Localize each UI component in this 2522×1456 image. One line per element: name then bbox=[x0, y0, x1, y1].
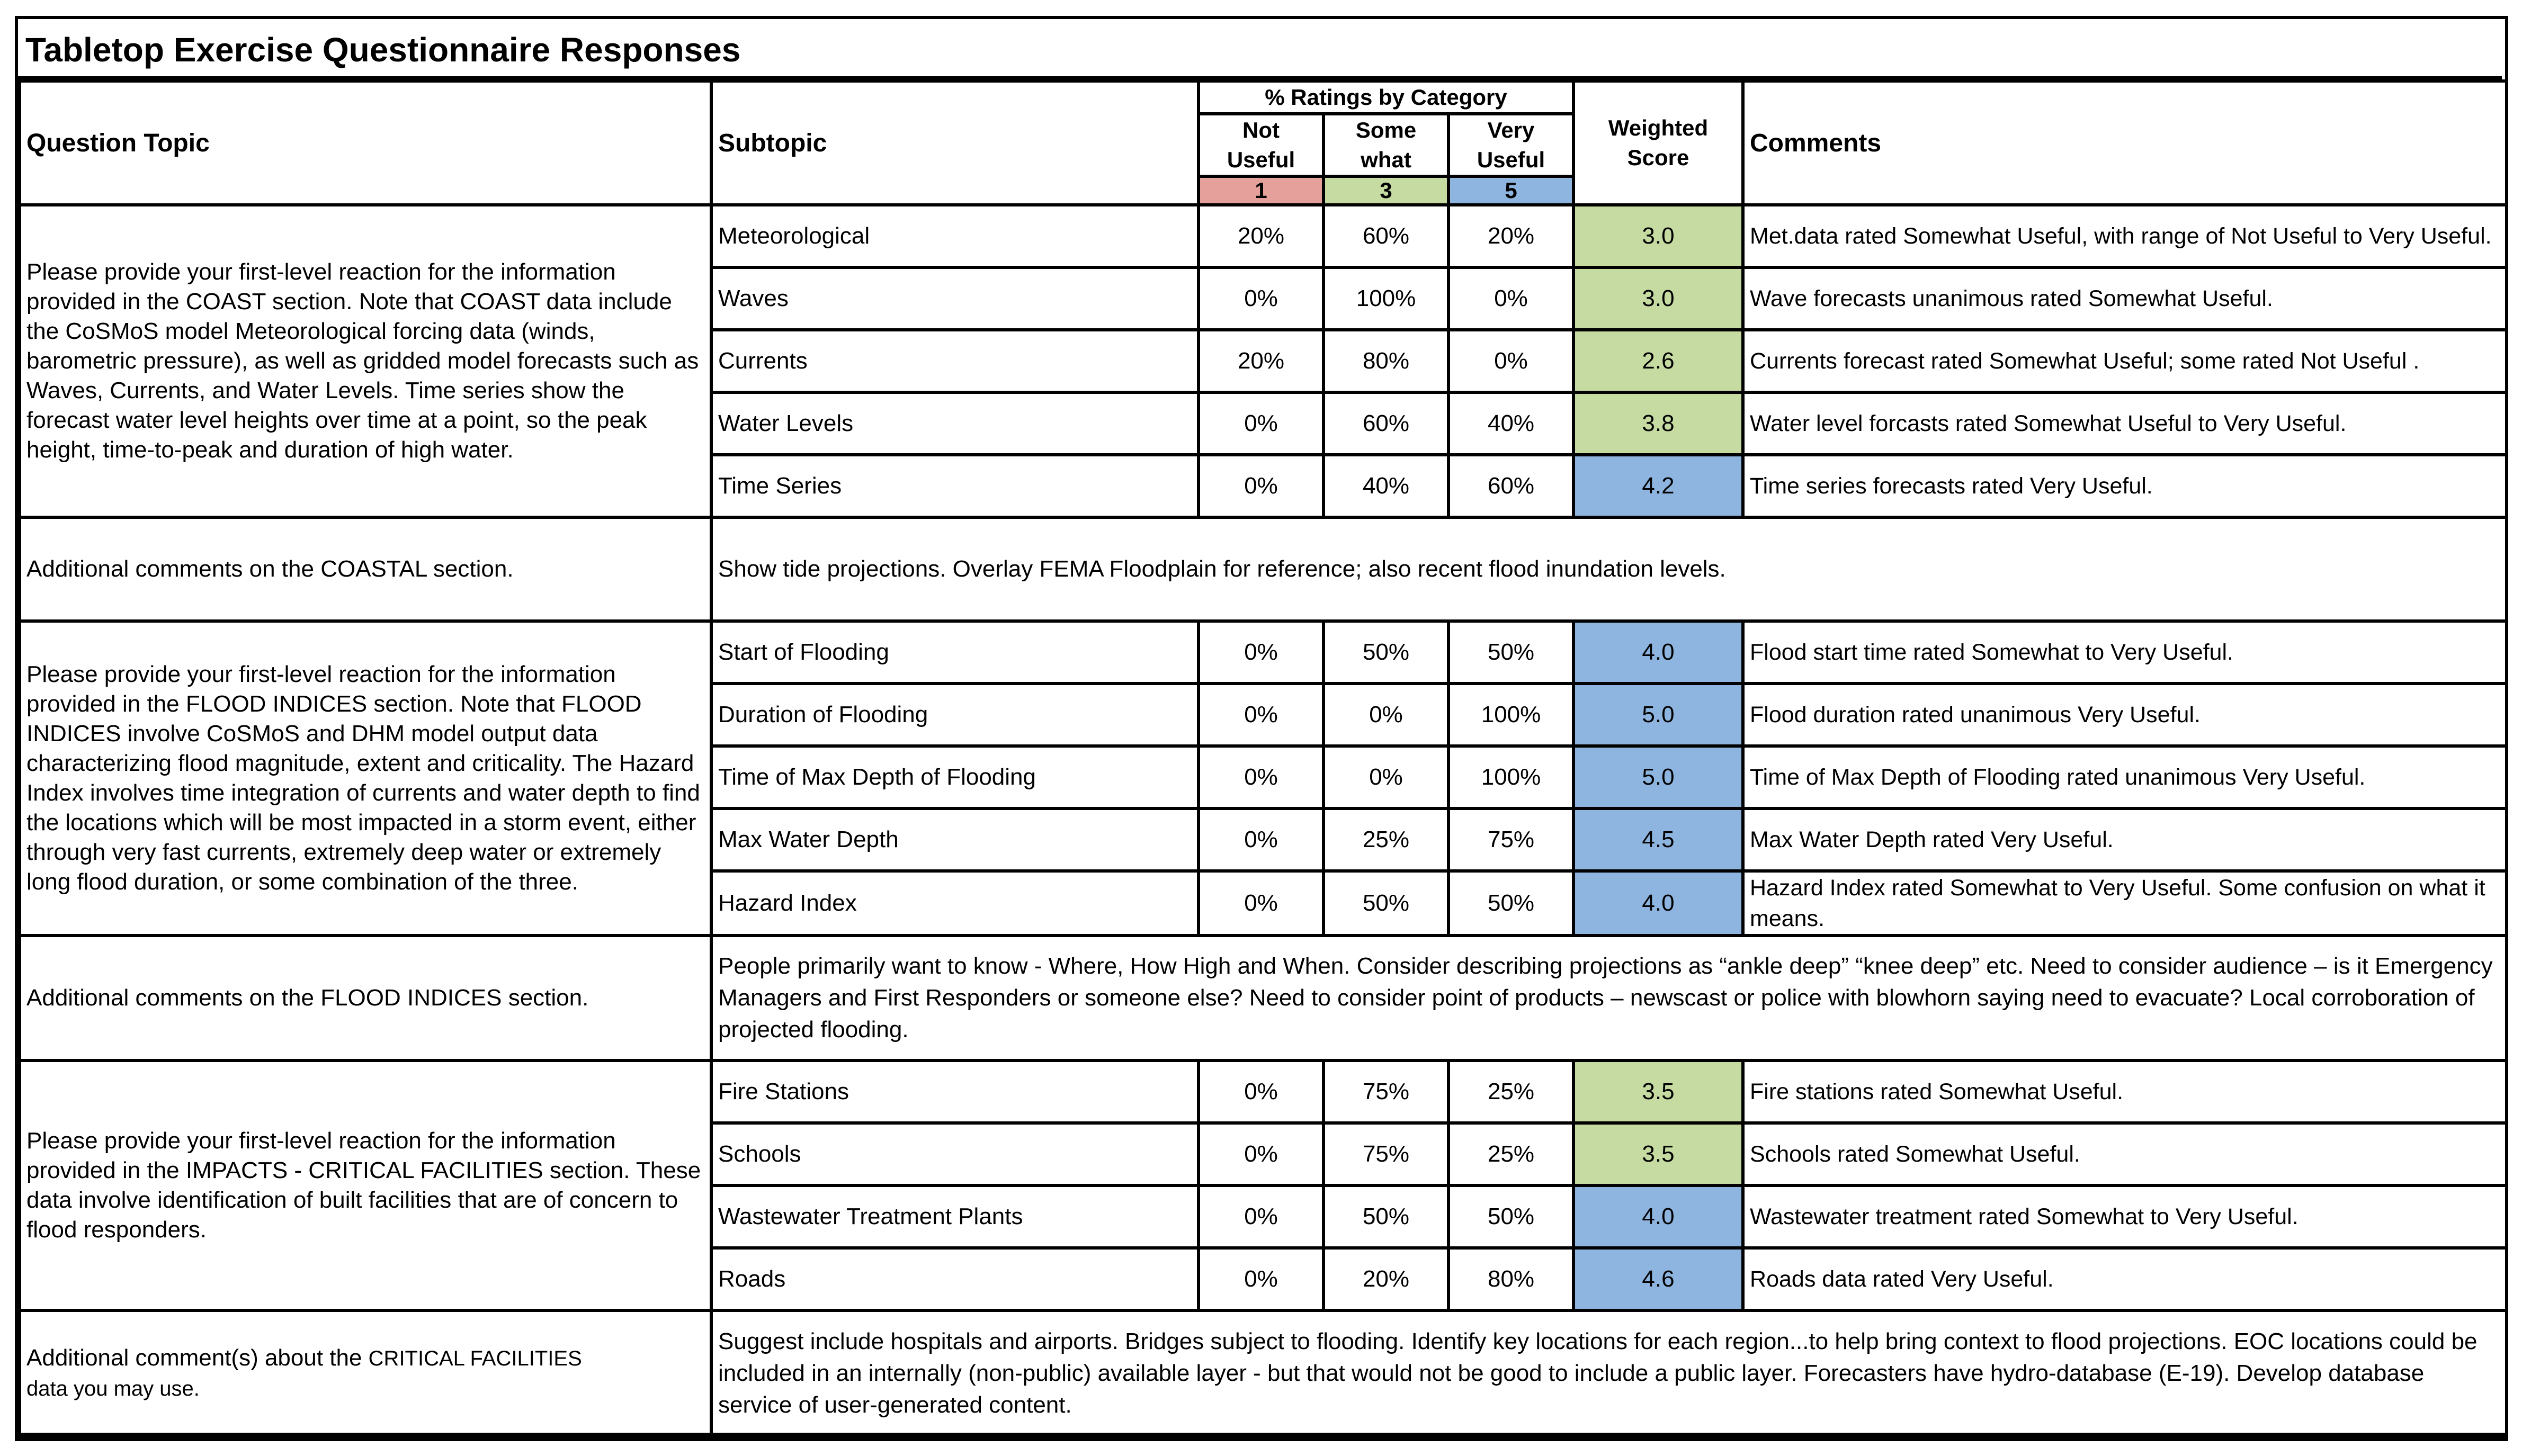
weighted-score: 5.0 bbox=[1573, 746, 1743, 808]
pct-not-useful: 20% bbox=[1199, 205, 1323, 267]
additional-label-coastal: Additional comments on the COASTAL section. bbox=[20, 517, 711, 621]
pct-somewhat: 60% bbox=[1323, 205, 1448, 267]
header-very-useful-line1: Very bbox=[1487, 118, 1535, 142]
subtopic-cell: Wastewater Treatment Plants bbox=[711, 1185, 1199, 1248]
weighted-score: 4.5 bbox=[1573, 808, 1743, 871]
subtopic-cell: Waves bbox=[711, 267, 1199, 330]
pct-somewhat: 40% bbox=[1323, 455, 1448, 517]
subtopic-cell: Schools bbox=[711, 1123, 1199, 1185]
section-topic-critical-facilities: Please provide your first-level reaction for the information provided in the IMPACTS - CRITICAL FACILITIES section. These data involve identification of built facilities that are of concern to flood responders. bbox=[20, 1060, 711, 1310]
rating-value-not-useful: 1 bbox=[1199, 176, 1323, 205]
header-weighted-line2: Score bbox=[1627, 145, 1689, 170]
pct-very-useful: 0% bbox=[1448, 267, 1573, 330]
subtopic-cell: Max Water Depth bbox=[711, 808, 1199, 871]
weighted-score: 4.0 bbox=[1573, 621, 1743, 684]
header-somewhat bbox=[1323, 114, 1448, 176]
pct-not-useful: 0% bbox=[1199, 746, 1323, 808]
additional-label-part-b: CRITICAL FACILITIES bbox=[368, 1347, 582, 1370]
header-very-useful bbox=[1448, 114, 1573, 176]
weighted-score: 3.0 bbox=[1573, 267, 1743, 330]
pct-not-useful: 0% bbox=[1199, 808, 1323, 871]
pct-not-useful: 0% bbox=[1199, 871, 1323, 936]
header-not-useful-line1: Not bbox=[1242, 118, 1280, 142]
comment-cell: Wastewater treatment rated Somewhat to Very Useful. bbox=[1743, 1185, 2507, 1248]
pct-somewhat: 50% bbox=[1323, 871, 1448, 936]
pct-very-useful: 25% bbox=[1448, 1123, 1573, 1185]
comment-cell: Wave forecasts unanimous rated Somewhat Useful. bbox=[1743, 267, 2507, 330]
comment-cell: Currents forecast rated Somewhat Useful; some rated Not Useful . bbox=[1743, 330, 2507, 392]
header-not-useful bbox=[1199, 114, 1323, 176]
weighted-score: 5.0 bbox=[1573, 684, 1743, 746]
subtopic-cell: Roads bbox=[711, 1248, 1199, 1310]
subtopic-cell: Start of Flooding bbox=[711, 621, 1199, 684]
table-row bbox=[20, 205, 2507, 267]
additional-comments-coastal: Show tide projections. Overlay FEMA Floodplain for reference; also recent flood inundation levels. bbox=[711, 517, 2507, 621]
pct-somewhat: 100% bbox=[1323, 267, 1448, 330]
header-somewhat-line2: what bbox=[1361, 147, 1411, 172]
subtopic-cell: Fire Stations bbox=[711, 1060, 1199, 1123]
weighted-score: 4.6 bbox=[1573, 1248, 1743, 1310]
pct-somewhat: 20% bbox=[1323, 1248, 1448, 1310]
rating-value-somewhat: 3 bbox=[1323, 176, 1448, 205]
weighted-score: 3.5 bbox=[1573, 1123, 1743, 1185]
table-row bbox=[20, 1310, 2507, 1436]
header-somewhat-line1: Some bbox=[1355, 118, 1417, 142]
pct-not-useful: 0% bbox=[1199, 684, 1323, 746]
additional-label-critical-facilities bbox=[20, 1310, 711, 1436]
comment-cell: Time of Max Depth of Flooding rated unanimous Very Useful. bbox=[1743, 746, 2507, 808]
comment-cell: Water level forcasts rated Somewhat Useful to Very Useful. bbox=[1743, 392, 2507, 455]
rating-value-very-useful: 5 bbox=[1448, 176, 1573, 205]
pct-not-useful: 0% bbox=[1199, 1185, 1323, 1248]
comment-cell: Time series forecasts rated Very Useful. bbox=[1743, 455, 2507, 517]
weighted-score: 3.0 bbox=[1573, 205, 1743, 267]
pct-not-useful: 0% bbox=[1199, 392, 1323, 455]
header-not-useful-line2: Useful bbox=[1227, 147, 1295, 172]
subtopic-cell: Currents bbox=[711, 330, 1199, 392]
comment-cell: Fire stations rated Somewhat Useful. bbox=[1743, 1060, 2507, 1123]
pct-very-useful: 0% bbox=[1448, 330, 1573, 392]
weighted-score: 4.0 bbox=[1573, 1185, 1743, 1248]
additional-label-part-a: Additional comment(s) about the bbox=[26, 1345, 369, 1371]
weighted-score: 4.2 bbox=[1573, 455, 1743, 517]
additional-label-part-c: data you may use. bbox=[26, 1377, 200, 1400]
table-row bbox=[20, 1060, 2507, 1123]
pct-somewhat: 0% bbox=[1323, 684, 1448, 746]
comment-cell: Schools rated Somewhat Useful. bbox=[1743, 1123, 2507, 1185]
pct-very-useful: 75% bbox=[1448, 808, 1573, 871]
subtopic-cell: Water Levels bbox=[711, 392, 1199, 455]
table-row bbox=[20, 517, 2507, 621]
header-comments: Comments bbox=[1743, 81, 2507, 205]
comment-cell: Hazard Index rated Somewhat to Very Useful. Some confusion on what it means. bbox=[1743, 871, 2507, 936]
pct-somewhat: 0% bbox=[1323, 746, 1448, 808]
header-weighted-line1: Weighted bbox=[1608, 115, 1709, 140]
pct-not-useful: 0% bbox=[1199, 1060, 1323, 1123]
pct-not-useful: 0% bbox=[1199, 455, 1323, 517]
pct-not-useful: 0% bbox=[1199, 621, 1323, 684]
table-row bbox=[20, 621, 2507, 684]
weighted-score: 2.6 bbox=[1573, 330, 1743, 392]
subtopic-cell: Duration of Flooding bbox=[711, 684, 1199, 746]
pct-very-useful: 100% bbox=[1448, 684, 1573, 746]
header-question-topic: Question Topic bbox=[20, 81, 711, 205]
weighted-score: 3.8 bbox=[1573, 392, 1743, 455]
pct-very-useful: 20% bbox=[1448, 205, 1573, 267]
subtopic-cell: Time of Max Depth of Flooding bbox=[711, 746, 1199, 808]
comment-cell: Met.data rated Somewhat Useful, with range of Not Useful to Very Useful. bbox=[1743, 205, 2507, 267]
header-ratings-group: % Ratings by Category bbox=[1199, 81, 1573, 114]
section-topic-coast: Please provide your first-level reaction for the information provided in the COAST section. Note that COAST data include the CoSMoS model Meteorological forcing data (winds, barometric pressure), as well as gridded model forecasts such as Waves, Currents, and Water Levels. Time series show the forecast water level heights over time at a point, so the peak height, time-to-peak and duration of high water. bbox=[20, 205, 711, 517]
header-subtopic: Subtopic bbox=[711, 81, 1199, 205]
comment-cell: Flood start time rated Somewhat to Very Useful. bbox=[1743, 621, 2507, 684]
weighted-score: 4.0 bbox=[1573, 871, 1743, 936]
pct-somewhat: 80% bbox=[1323, 330, 1448, 392]
pct-very-useful: 40% bbox=[1448, 392, 1573, 455]
additional-label-flood-indices: Additional comments on the FLOOD INDICES section. bbox=[20, 936, 711, 1060]
page-title: Tabletop Exercise Questionnaire Responses bbox=[18, 20, 2502, 79]
subtopic-cell: Meteorological bbox=[711, 205, 1199, 267]
pct-very-useful: 80% bbox=[1448, 1248, 1573, 1310]
pct-somewhat: 50% bbox=[1323, 621, 1448, 684]
pct-not-useful: 0% bbox=[1199, 267, 1323, 330]
section-topic-flood-indices: Please provide your first-level reaction for the information provided in the FLOOD INDICES section. Note that FLOOD INDICES involve CoSMoS and DHM model output data characterizing flood magnitude, extent and criticality. The Hazard Index involves time integration of currents and water depth to find the locations which will be most impacted in a storm event, either through very fast currents, extremely deep water or extremely long flood duration, or some combination of the three. bbox=[20, 621, 711, 936]
pct-very-useful: 50% bbox=[1448, 871, 1573, 936]
additional-comments-flood-indices: People primarily want to know - Where, How High and When. Consider describing projections as “ankle deep” “knee deep” etc. Need to consider audience – is it Emergency Managers and First Responders or someone else? Need to consider point of products – newscast or police with blowhorn saying need to evacuate? Local corroboration of projected flooding. bbox=[711, 936, 2507, 1060]
comment-cell: Roads data rated Very Useful. bbox=[1743, 1248, 2507, 1310]
header-weighted-score bbox=[1573, 81, 1743, 205]
pct-very-useful: 50% bbox=[1448, 621, 1573, 684]
pct-very-useful: 60% bbox=[1448, 455, 1573, 517]
pct-somewhat: 50% bbox=[1323, 1185, 1448, 1248]
pct-somewhat: 75% bbox=[1323, 1123, 1448, 1185]
pct-somewhat: 75% bbox=[1323, 1060, 1448, 1123]
pct-somewhat: 60% bbox=[1323, 392, 1448, 455]
pct-very-useful: 25% bbox=[1448, 1060, 1573, 1123]
subtopic-cell: Time Series bbox=[711, 455, 1199, 517]
additional-comments-critical-facilities: Suggest include hospitals and airports. Bridges subject to flooding. Identify key locations for each region...to help bring context to flood projections. EOC locations could be included in an internally (non-public) available layer - but that would not be good to include a public layer. Forecasters have hydro-database (E-19). Develop database service of user-generated content. bbox=[711, 1310, 2507, 1436]
table-row bbox=[20, 936, 2507, 1060]
pct-somewhat: 25% bbox=[1323, 808, 1448, 871]
comment-cell: Flood duration rated unanimous Very Useful. bbox=[1743, 684, 2507, 746]
pct-very-useful: 100% bbox=[1448, 746, 1573, 808]
pct-very-useful: 50% bbox=[1448, 1185, 1573, 1248]
subtopic-cell: Hazard Index bbox=[711, 871, 1199, 936]
pct-not-useful: 20% bbox=[1199, 330, 1323, 392]
pct-not-useful: 0% bbox=[1199, 1123, 1323, 1185]
weighted-score: 3.5 bbox=[1573, 1060, 1743, 1123]
questionnaire-table bbox=[18, 79, 2508, 1438]
comment-cell: Max Water Depth rated Very Useful. bbox=[1743, 808, 2507, 871]
pct-not-useful: 0% bbox=[1199, 1248, 1323, 1310]
header-very-useful-line2: Useful bbox=[1477, 147, 1545, 172]
bottom-border bbox=[18, 1433, 2505, 1436]
